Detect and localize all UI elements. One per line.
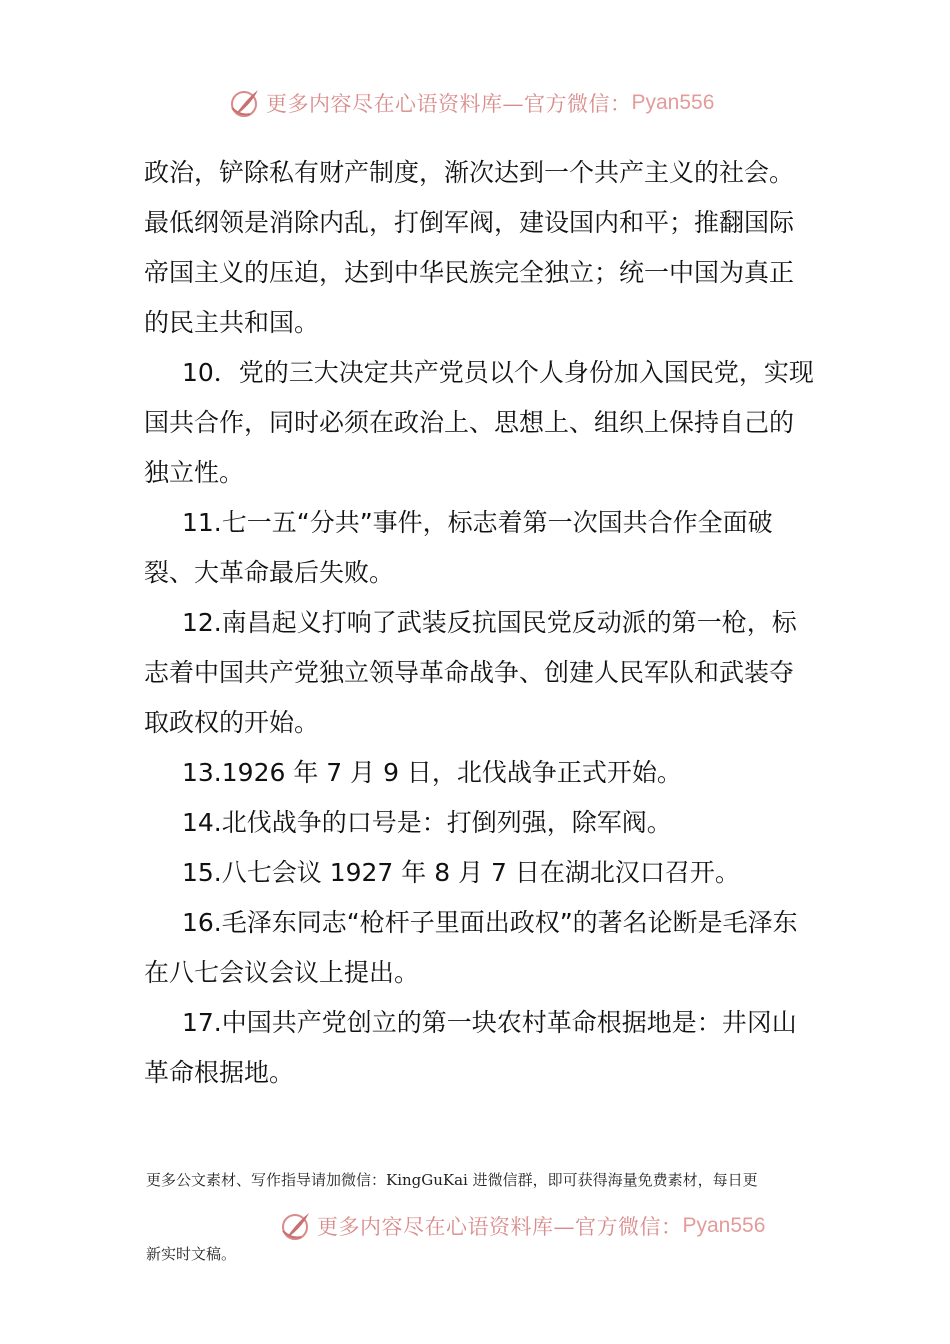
footer-note-line2: 新实时文稿。 xyxy=(146,1245,237,1263)
footer-watermark xyxy=(279,1209,765,1243)
paragraph: 15.八七会议 1927 年 8 月 7 日在湖北汉口召开。 xyxy=(182,858,740,887)
paragraph: 11.七一五“分共”事件，标志着第一次国共合作全面破裂、大革命最后失败。 xyxy=(144,508,773,587)
header-brand-text: 更多内容尽在心语资料库—官方微信： xyxy=(266,92,632,116)
quill-logo-icon xyxy=(228,86,262,120)
paragraph: 14.北伐战争的口号是：打倒列强，除军阀。 xyxy=(182,808,672,837)
paragraph: 17.中国共产党创立的第一块农村革命根据地是：井冈山革命根据地。 xyxy=(144,1008,797,1087)
header-watermark xyxy=(228,86,714,120)
footer-note-line1: 更多公文素材、写作指导请加微信：KingGuKai 进微信群，即可获得海量免费素材，每日更 xyxy=(146,1171,758,1189)
paragraph: 10．党的三大决定共产党员以个人身份加入国民党，实现国共合作，同时必须在政治上、思想上、组织上保持自己的独立性。 xyxy=(144,358,814,487)
paragraph: 16.毛泽东同志“枪杆子里面出政权”的著名论断是毛泽东在八七会议会议上提出。 xyxy=(144,908,798,987)
paragraph: 政治，铲除私有财产制度，渐次达到一个共产主义的社会。最低纲领是消除内乱，打倒军阀，建设国内和平；推翻国际帝国主义的压迫，达到中华民族完全独立；统一中国为真正的民主共和国。 xyxy=(144,158,795,337)
paragraph: 13.1926 年 7 月 9 日，北伐战争正式开始。 xyxy=(182,758,682,787)
footer-brand-text: 更多内容尽在心语资料库—官方微信： xyxy=(317,1215,683,1239)
quill-logo-icon xyxy=(279,1209,313,1243)
paragraph: 12.南昌起义打响了武装反抗国民党反动派的第一枪，标志着中国共产党独立领导革命战争、创建人民军队和武装夺取政权的开始。 xyxy=(144,608,797,737)
footer-wechat-id: Pyan556 xyxy=(682,1214,766,1237)
header-wechat-id: Pyan556 xyxy=(631,91,715,114)
document-body xyxy=(144,148,814,1098)
